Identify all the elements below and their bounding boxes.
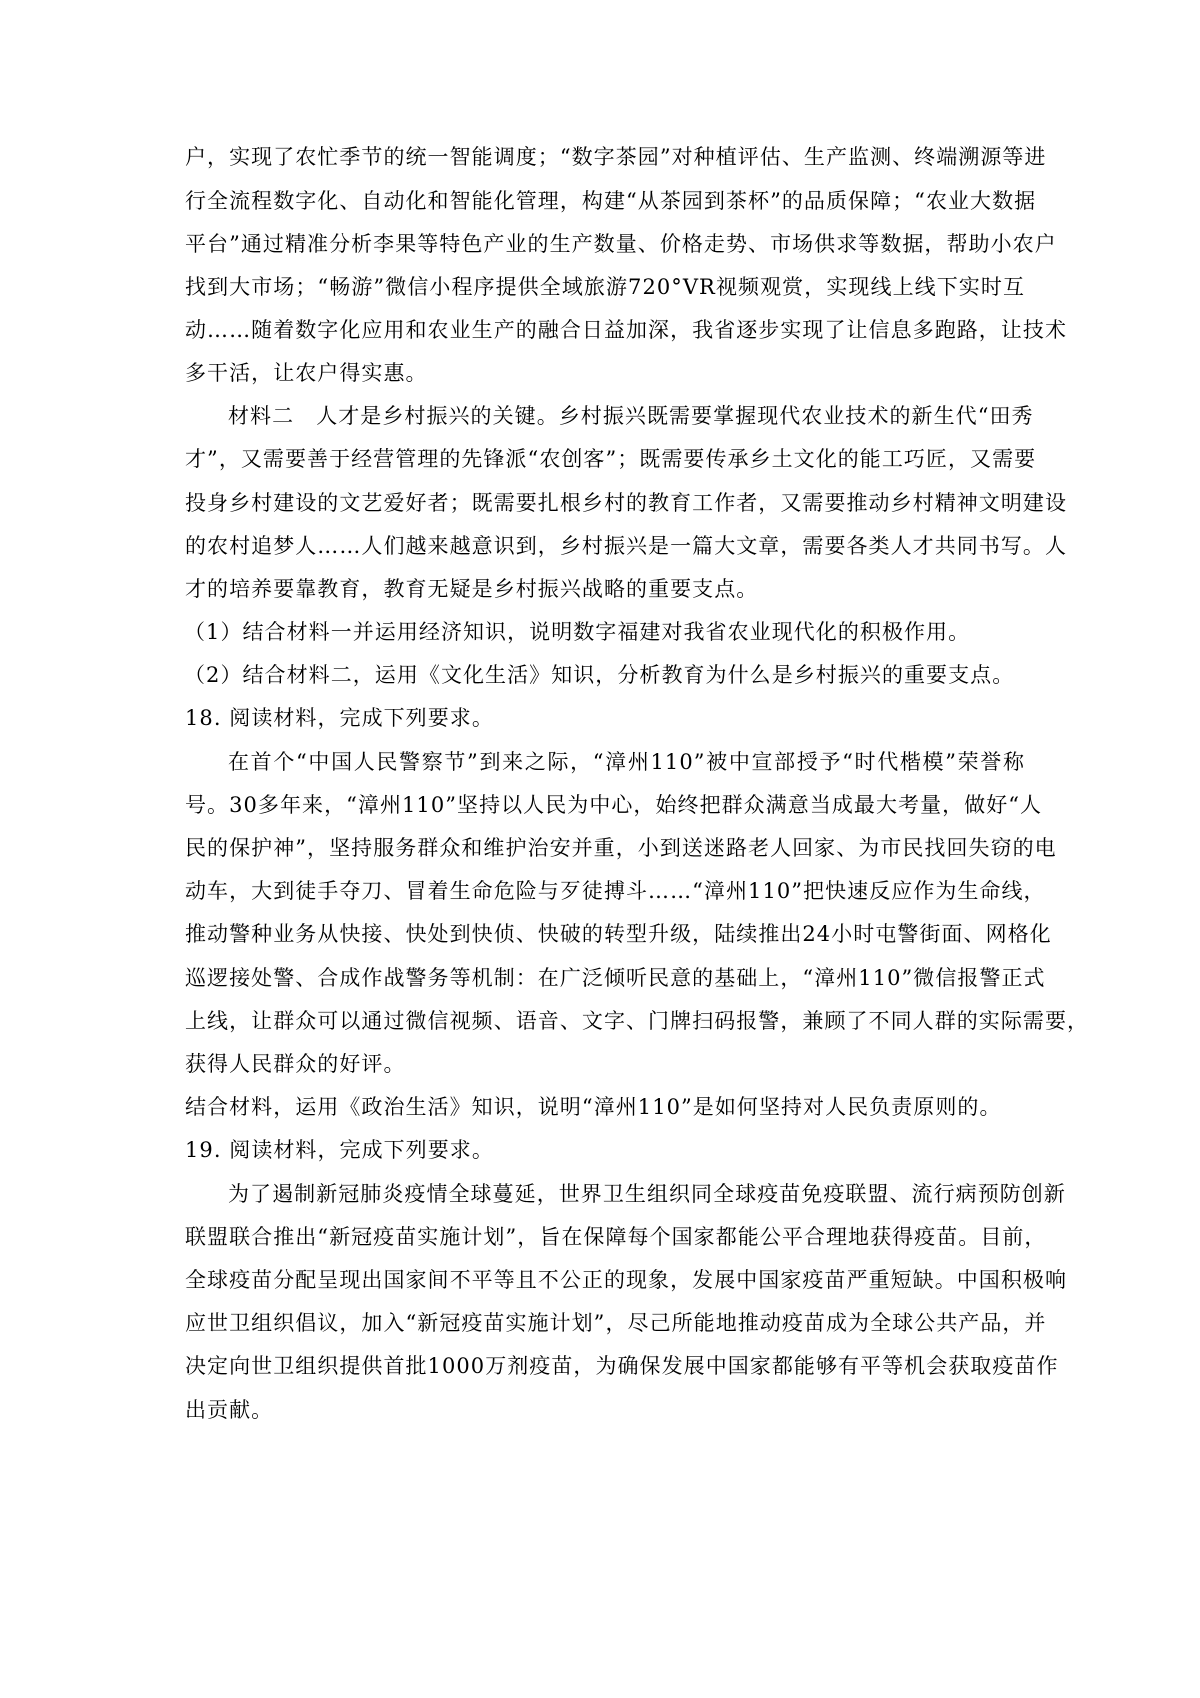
material2-line: 才的培养要靠教育，教育无疑是乡村振兴战略的重要支点。 <box>185 577 759 601</box>
q17-subquestion-1: （1）结合材料一并运用经济知识，说明数字福建对我省农业现代化的积极作用。 <box>184 620 971 644</box>
q19-material-line: 应世卫组织倡议，加入“新冠疫苗实施计划”，尽己所能地推动疫苗成为全球公共产品，并 <box>185 1311 1047 1335</box>
q18-task: 结合材料，运用《政治生活》知识，说明“漳州110”是如何坚持对人民负责原则的。 <box>185 1095 1002 1119</box>
material1-line: 户，实现了农忙季节的统一智能调度；“数字茶园”对种植评估、生产监测、终端溯源等进 <box>185 145 1047 169</box>
q18-material-line: 巡逻接处警、合成作战警务等机制：在广泛倾听民意的基础上，“漳州110”微信报警正式 <box>185 966 1046 990</box>
q18-material-line: 号。30多年来，“漳州110”坚持以人民为中心，始终把群众满意当成最大考量，做好“人 <box>185 793 1043 817</box>
q18-material-line: 推动警种业务从快接、快处到快侦、快破的转型升级，陆续推出24小时屯警街面、网格化 <box>185 922 1052 946</box>
material2-line: 才”，又需要善于经营管理的先锋派“农创客”；既需要传承乡土文化的能工巧匠，又需要 <box>185 447 1037 471</box>
q17-subquestion-2: （2）结合材料二，运用《文化生活》知识，分析教育为什么是乡村振兴的重要支点。 <box>184 663 1015 687</box>
material2-line: 材料二 人才是乡村振兴的关键。乡村振兴既需要掌握现代农业技术的新生代“田秀 <box>228 404 1034 428</box>
material2-line: 的农村追梦人……人们越来越意识到，乡村振兴是一篇大文章，需要各类人才共同书写。人 <box>185 534 1067 558</box>
material1-line: 平台”通过精准分析李果等特色产业的生产数量、价格走势、市场供求等数据，帮助小农户 <box>185 232 1057 256</box>
material2-line: 投身乡村建设的文艺爱好者；既需要扎根乡村的教育工作者，又需要推动乡村精神文明建设 <box>185 491 1067 515</box>
q19-material-line: 决定向世卫组织提供首批1000万剂疫苗，为确保发展中国家都能够有平等机会获取疫苗作 <box>185 1354 1059 1378</box>
q18-heading: 18. 阅读材料，完成下列要求。 <box>185 706 494 730</box>
material1-line: 找到大市场；“畅游”微信小程序提供全域旅游720°VR视频观赏，实现线上线下实时互 <box>185 275 1025 299</box>
q19-material-line: 出贡献。 <box>185 1398 274 1422</box>
q19-material-line: 全球疫苗分配呈现出国家间不平等且不公正的现象，发展中国家疫苗严重短缺。中国积极响 <box>185 1268 1067 1292</box>
q18-material-line: 上线，让群众可以通过微信视频、语音、文字、门牌扫码报警，兼顾了不同人群的实际需要， <box>185 1009 1090 1033</box>
q18-material-line: 获得人民群众的好评。 <box>185 1052 406 1076</box>
q18-material-line: 民的保护神”，坚持服务群众和维护治安并重，小到送迷路老人回家、为市民找回失窃的电 <box>185 836 1057 860</box>
material1-line: 行全流程数字化、自动化和智能化管理，构建“从茶园到茶杯”的品质保障；“农业大数据 <box>185 189 1037 213</box>
material1-line: 动……随着数字化应用和农业生产的融合日益加深，我省逐步实现了让信息多跑路，让技术 <box>185 318 1067 342</box>
q18-material-line: 在首个“中国人民警察节”到来之际，“漳州110”被中宣部授予“时代楷模”荣誉称 <box>228 750 1025 774</box>
q19-material-line: 联盟联合推出“新冠疫苗实施计划”，旨在保障每个国家都能公平合理地获得疫苗。目前， <box>185 1225 1047 1249</box>
material1-line: 多干活，让农户得实惠。 <box>185 361 428 385</box>
q18-material-line: 动车，大到徒手夺刀、冒着生命危险与歹徒搏斗……“漳州110”把快速反应作为生命线， <box>185 879 1046 903</box>
q19-material-line: 为了遏制新冠肺炎疫情全球蔓延，世界卫生组织同全球疫苗免疫联盟、流行病预防创新 <box>228 1182 1066 1206</box>
q19-heading: 19. 阅读材料，完成下列要求。 <box>185 1138 494 1162</box>
